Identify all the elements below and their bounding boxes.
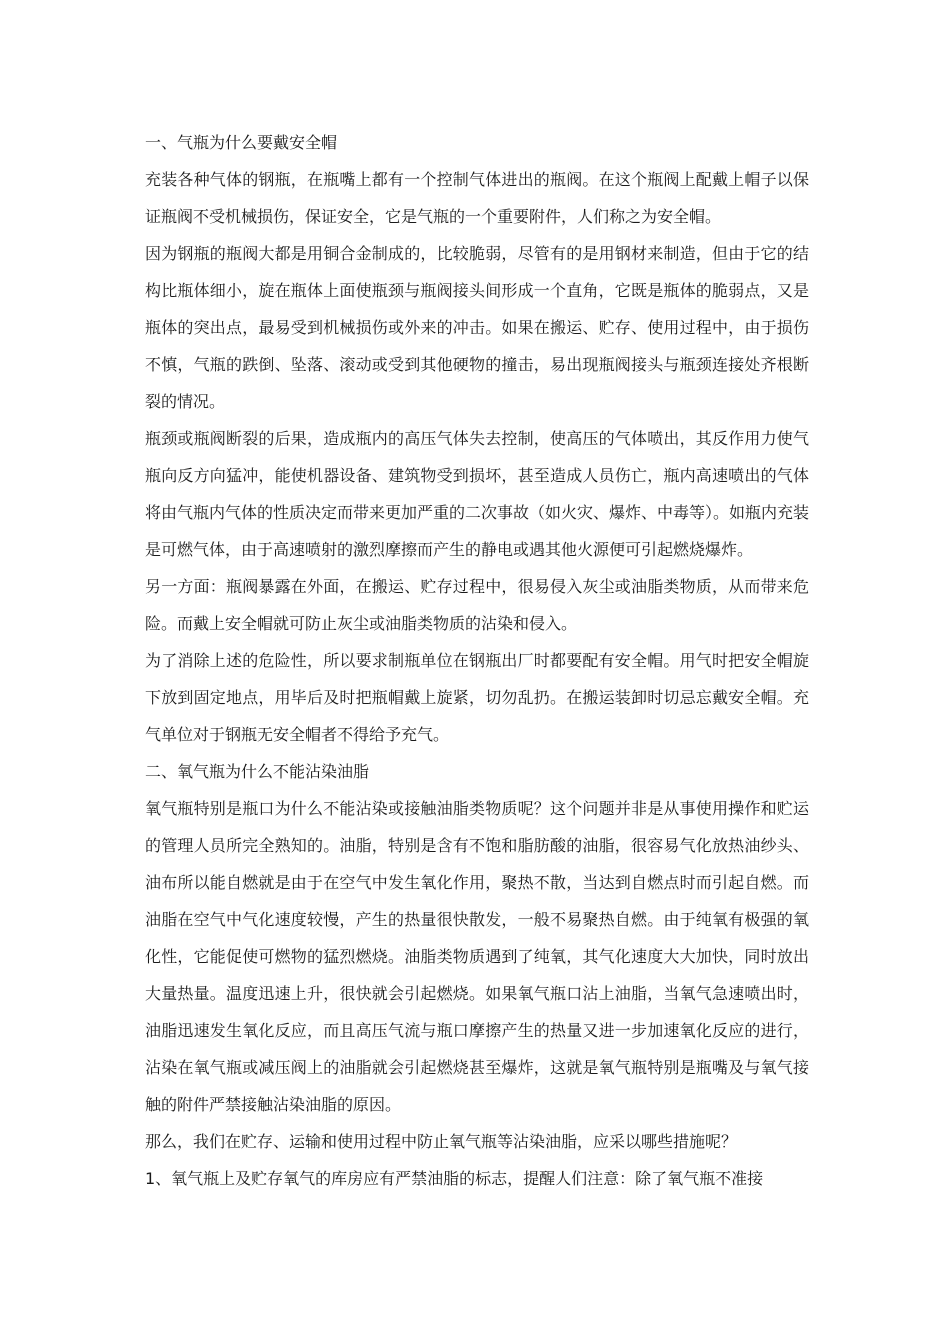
- paragraph: 充装各种气体的钢瓶，在瓶嘴上都有一个控制气体进出的瓶阀。在这个瓶阀上配戴上帽子以保证瓶阀不受机械损伤，保证安全，它是气瓶的一个重要附件，人们称之为安全帽。: [145, 170, 809, 226]
- paragraph: 瓶颈或瓶阀断裂的后果，造成瓶内的高压气体失去控制，使高压的气体喷出，其反作用力使气瓶向反方向猛冲，能使机器设备、建筑物受到损坏，甚至造成人员伤亡，瓶内高速喷出的气体将由气瓶内气体的性质决定而带来更加严重的二次事故（如火灾、爆炸、中毒等）。如瓶内充装是可燃气体，由于高速喷射的激烈摩擦而产生的静电或遇其他火源便可引起燃烧爆炸。: [145, 429, 810, 559]
- paragraph: 1、氧气瓶上及贮存氧气的库房应有严禁油脂的标志，提醒人们注意：除了氧气瓶不准接: [145, 1169, 764, 1188]
- section-heading: 一、气瓶为什么要戴安全帽: [145, 133, 338, 152]
- section-heading: 二、氧气瓶为什么不能沾染油脂: [145, 762, 370, 781]
- paragraph: 因为钢瓶的瓶阀大都是用铜合金制成的，比较脆弱，尽管有的是用钢材来制造，但由于它的结构比瓶体细小，旋在瓶体上面使瓶颈与瓶阀接头间形成一个直角，它既是瓶体的脆弱点，又是瓶体的突出点，最易受到机械损伤或外来的冲击。如果在搬运、贮存、使用过程中，由于损伤不慎，气瓶的跌倒、坠落、滚动或受到其他硬物的撞击，易出现瓶阀接头与瓶颈连接处齐根断裂的情况。: [145, 244, 809, 411]
- paragraph: 氧气瓶特别是瓶口为什么不能沾染或接触油脂类物质呢？这个问题并非是从事使用操作和贮运的管理人员所完全熟知的。油脂，特别是含有不饱和脂肪酸的油脂，很容易气化放热油纱头、油布所以能自燃就是由于在空气中发生氧化作用，聚热不散，当达到自燃点时而引起自燃。而油脂在空气中气化速度较慢，产生的热量很快散发，一般不易聚热自燃。由于纯氧有极强的氧化性，它能促使可燃物的猛烈燃烧。油脂类物质遇到了纯氧，其气化速度大大加快，同时放出大量热量。温度迅速上升，很快就会引起燃烧。如果氧气瓶口沾上油脂，当氧气急速喷出时，油脂迅速发生氧化反应，而且高压气流与瓶口摩擦产生的热量又进一步加速氧化反应的进行，沾染在氧气瓶或减压阀上的油脂就会引起燃烧甚至爆炸，这就是氧气瓶特别是瓶嘴及与氧气接触的附件严禁接触沾染油脂的原因。: [145, 799, 809, 1114]
- document-body: [145, 124, 809, 1197]
- paragraph: 为了消除上述的危险性，所以要求制瓶单位在钢瓶出厂时都要配有安全帽。用气时把安全帽旋下放到固定地点，用毕后及时把瓶帽戴上旋紧，切勿乱扔。在搬运装卸时切忌忘戴安全帽。充气单位对于钢瓶无安全帽者不得给予充气。: [145, 651, 809, 744]
- paragraph: 另一方面：瓶阀暴露在外面，在搬运、贮存过程中，很易侵入灰尘或油脂类物质，从而带来危险。而戴上安全帽就可防止灰尘或油脂类物质的沾染和侵入。: [145, 577, 809, 633]
- paragraph: 那么，我们在贮存、运输和使用过程中防止氧气瓶等沾染油脂，应采以哪些措施呢？: [145, 1132, 738, 1151]
